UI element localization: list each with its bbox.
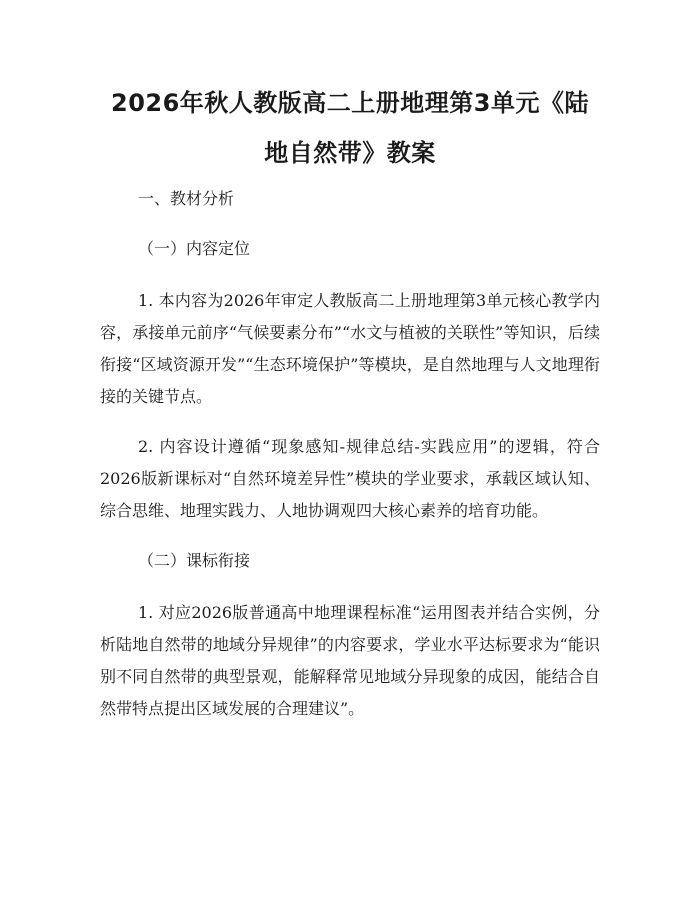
- subsection-heading-content-positioning: （一）内容定位: [138, 239, 251, 258]
- subsection-heading-curriculum-standards: （二）课标衔接: [138, 551, 251, 570]
- paragraph-content-positioning-1: 1. 本内容为2026年审定人教版高二上册地理第3单元核心教学内容，承接单元前序“气候要素分布”“水文与植被的关联性”等知识，后续衔接“区域资源开发”“生态环境保护”等模块，是自然地理与人文地理衔接的关键节点。: [100, 291, 600, 406]
- paragraph-content-positioning-2: 2. 内容设计遵循“现象感知-规律总结-实践应用”的逻辑，符合2026版新课标对“自然环境差异性”模块的学业要求，承载区域认知、综合思维、地理实践力、人地协调观四大核心素养的培育功能。: [100, 437, 600, 520]
- paragraph-curriculum-standards-1: 1. 对应2026版普通高中地理课程标准“运用图表并结合实例，分析陆地自然带的地域分异规律”的内容要求，学业水平达标要求为“能识别不同自然带的典型景观，能解释常见地域分异现象的成因，能结合自然带特点提出区域发展的合理建议”。: [100, 603, 600, 718]
- section-heading-textbook-analysis: 一、教材分析: [138, 189, 235, 208]
- document-body: [100, 180, 600, 725]
- document-title: 2026年秋人教版高二上册地理第3单元《陆地自然带》教案: [111, 89, 589, 167]
